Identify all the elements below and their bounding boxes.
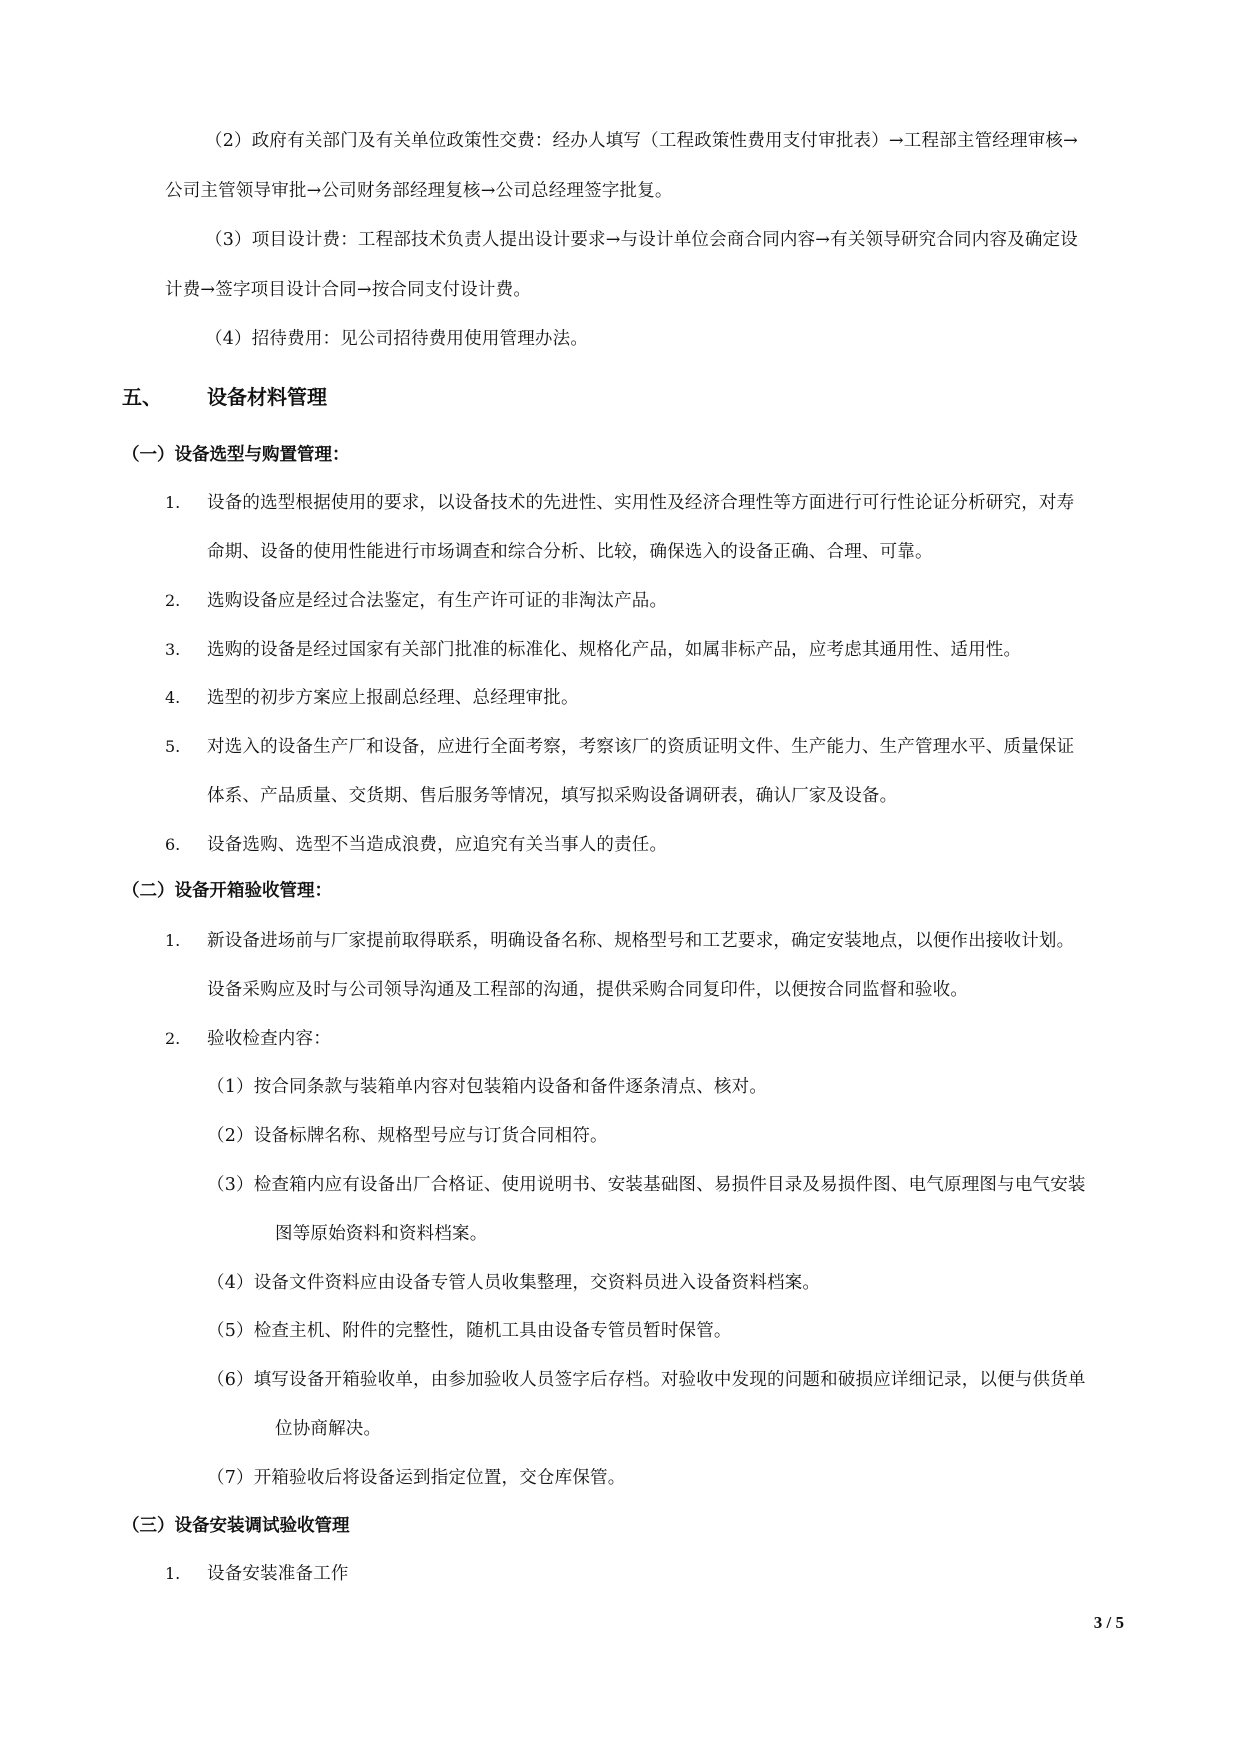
list-item-line: 设备的选型根据使用的要求，以设备技术的先进性、实用性及经济合理性等方面进行可行性论证分析研究，对寿 <box>207 493 1075 513</box>
list-item-line: 对选入的设备生产厂和设备，应进行全面考察，考察该厂的资质证明文件、生产能力、生产管理水平、质量保证 <box>207 737 1075 757</box>
list-item-line: 新设备进场前与厂家提前取得联系，明确设备名称、规格型号和工艺要求，确定安装地点，以便作出接收计划。 <box>207 931 1075 951</box>
list-item-line: 设备选购、选型不当造成浪费，应追究有关当事人的责任。 <box>207 835 668 855</box>
list-item-line: 命期、设备的使用性能进行市场调查和综合分析、比较，确保选入的设备正确、合理、可靠。 <box>207 542 933 562</box>
list-item-line: 设备采购应及时与公司领导沟通及工程部的沟通，提供采购合同复印件，以便按合同监督和验收。 <box>207 980 969 1000</box>
fee-item-3-line2: 计费→签字项目设计合同→按合同支付设计费。 <box>165 280 532 300</box>
list-number: 1. <box>165 493 181 512</box>
check-item-line: （4）设备文件资料应由设备专管人员收集整理，交资料员进入设备资料档案。 <box>207 1273 821 1293</box>
fee-item-4-line1: （4）招待费用：见公司招待费用使用管理办法。 <box>205 329 589 349</box>
check-item-line: （3）检查箱内应有设备出厂合格证、使用说明书、安装基础图、易损件目录及易损件图、电气原理图与电气安装 <box>207 1175 1086 1195</box>
list-item-line: 选型的初步方案应上报副总经理、总经理审批。 <box>207 688 579 708</box>
subsection-title-2: （二）设备开箱验收管理： <box>122 881 332 901</box>
list-number: 4. <box>165 688 181 707</box>
list-item-line: 体系、产品质量、交货期、售后服务等情况，填写拟采购设备调研表，确认厂家及设备。 <box>207 786 898 806</box>
list-number: 2. <box>165 591 181 610</box>
fee-item-3-line1: （3）项目设计费：工程部技术负责人提出设计要求→与设计单位会商合同内容→有关领导研究合同内容及确定设 <box>205 230 1078 250</box>
subsection-title-1: （一）设备选型与购置管理： <box>122 445 350 465</box>
list-number: 3. <box>165 640 181 659</box>
list-number: 1. <box>165 1564 181 1583</box>
fee-item-2-line2: 公司主管领导审批→公司财务部经理复核→公司总经理签字批复。 <box>165 181 673 201</box>
list-item-line: 验收检查内容： <box>207 1029 331 1049</box>
check-item-line: （7）开箱验收后将设备运到指定位置，交仓库保管。 <box>207 1468 626 1488</box>
page-number: 3 / 5 <box>1093 1613 1124 1632</box>
fee-item-2-line1: （2）政府有关部门及有关单位政策性交费：经办人填写（工程政策性费用支付审批表）→工程部主管经理审核→ <box>205 131 1078 151</box>
list-item-line: 选购的设备是经过国家有关部门批准的标准化、规格化产品，如属非标产品，应考虑其通用性、适用性。 <box>207 640 1022 660</box>
check-item-line: （6）填写设备开箱验收单，由参加验收人员签字后存档。对验收中发现的问题和破损应详细记录，以便与供货单 <box>207 1370 1086 1390</box>
list-number: 1. <box>165 931 181 950</box>
check-item-line: （1）按合同条款与装箱单内容对包装箱内设备和备件逐条清点、核对。 <box>207 1077 768 1097</box>
section-title: 设备材料管理 <box>207 385 327 409</box>
subsection-title-3: （三）设备安装调试验收管理 <box>122 1516 350 1536</box>
list-item-line: 选购设备应是经过合法鉴定，有生产许可证的非淘汰产品。 <box>207 591 668 611</box>
section-number: 五、 <box>122 385 162 409</box>
list-item-line: 设备安装准备工作 <box>207 1564 349 1584</box>
list-number: 5. <box>165 737 181 756</box>
check-item-line: （5）检查主机、附件的完整性，随机工具由设备专管员暂时保管。 <box>207 1321 732 1341</box>
list-number: 2. <box>165 1029 181 1048</box>
check-item-line: 位协商解决。 <box>275 1419 382 1439</box>
check-item-line: 图等原始资料和资料档案。 <box>275 1224 488 1244</box>
list-number: 6. <box>165 835 181 854</box>
check-item-line: （2）设备标牌名称、规格型号应与订货合同相符。 <box>207 1126 608 1146</box>
